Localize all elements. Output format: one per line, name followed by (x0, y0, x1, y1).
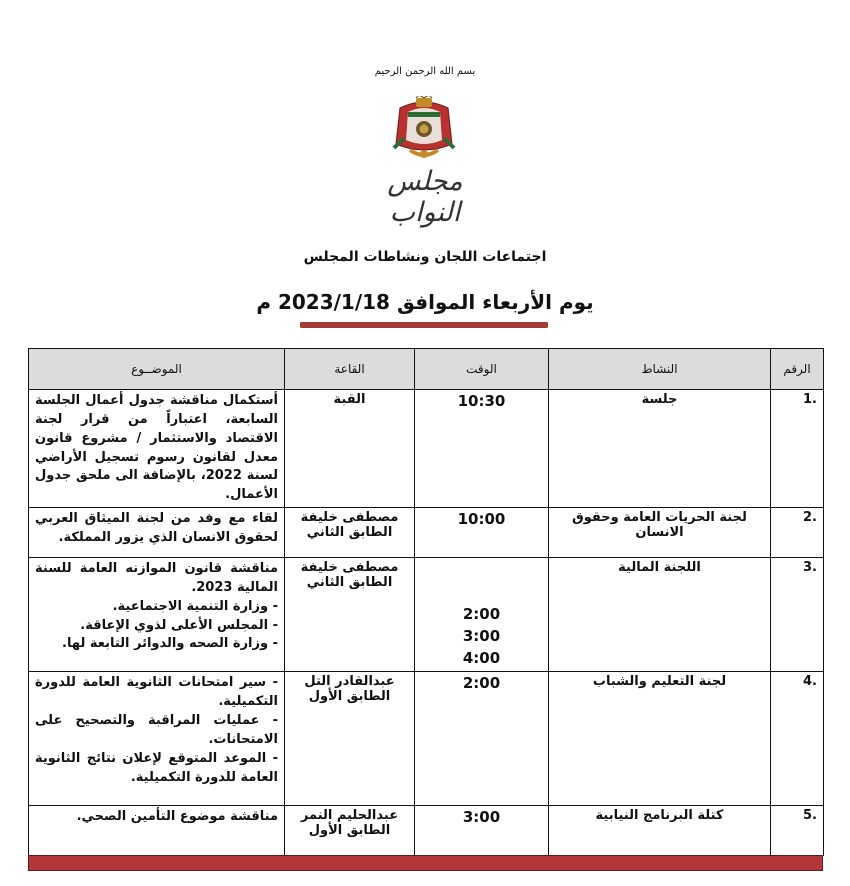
table-header-row (29, 349, 824, 390)
table-row (29, 390, 824, 508)
row-time: 10:30 (415, 390, 549, 508)
hall-name: القبة (333, 392, 366, 407)
row-number: .4 (771, 672, 824, 806)
date-line: يوم الأربعاء الموافق 2023/1/18 م (256, 290, 594, 314)
hall-name: مصطفى خليفة (300, 560, 399, 576)
column-header-activity: النشاط (549, 349, 771, 390)
time-slot: 2:00 (462, 605, 501, 624)
hall-name: عبدالحليم النمر (300, 808, 399, 824)
column-header-number: الرقم (771, 349, 824, 390)
topic-line: لقاء مع وفد من لجنة الميثاق العربي لحقوق الانسان الذي يزور المملكة. (35, 511, 278, 545)
row-activity: لجنة الحريات العامة وحقوق الانسان (549, 508, 771, 558)
row-topic (29, 390, 285, 508)
row-activity: اللجنة المالية (549, 558, 771, 672)
column-header-topic: الموضــوع (29, 349, 285, 390)
topic-line: أستكمال مناقشة جدول أعمال الجلسة السابعة، اعتباراً من قرار لجنة الاقتصاد والاستثمار / مشروع قانون معدل لقانون رسوم تسجيل الأراضي لسنة 2022، بالإضافة الى ملحق جدول الأعمال. (35, 393, 278, 503)
hall-floor: الطابق الأول (308, 823, 391, 839)
topic-line: - سير امتحانات الثانوية العامة للدورة التكميلية. (35, 675, 278, 710)
topic-line: مناقشة موضوع التأمين الصحي. (76, 809, 278, 825)
topic-line: - وزارة الصحه والدوائر التابعة لها. (62, 636, 278, 652)
row-topic (29, 672, 285, 806)
row-hall (285, 390, 415, 508)
table-row (29, 672, 824, 806)
jordan-coat-of-arms-icon (386, 96, 462, 164)
row-time: 3:00 (415, 806, 549, 856)
title-underline (300, 322, 548, 328)
column-header-time: الوقت (415, 349, 549, 390)
table-row (29, 558, 824, 672)
hall-floor: الطابق الأول (308, 689, 391, 705)
row-hall (285, 806, 415, 856)
row-number: .5 (771, 806, 824, 856)
topic-line: - وزارة التنمية الاجتماعية. (112, 598, 278, 614)
column-header-hall: القاعة (285, 349, 415, 390)
row-activity: كتلة البرنامج النيابية (549, 806, 771, 856)
row-topic (29, 806, 285, 856)
topic-line: - المجلس الأعلى لذوي الإعاقة. (80, 617, 278, 633)
row-topic (29, 558, 285, 672)
row-activity: جلسة (549, 390, 771, 508)
hall-floor: الطابق الثاني (306, 525, 393, 541)
row-hall (285, 558, 415, 672)
agenda-table (28, 348, 824, 856)
row-hall (285, 672, 415, 806)
table-row (29, 508, 824, 558)
basmala: بسم الله الرحمن الرحيم (374, 66, 476, 77)
page-title: اجتماعات اللجان ونشاطات المجلس (303, 249, 547, 265)
time-slot: 4:00 (462, 648, 501, 667)
topic-line: - الموعد المتوقع لإعلان نتائج الثانوية العامة للدورة التكميلية. (35, 750, 278, 785)
row-topic (29, 508, 285, 558)
hall-name: مصطفى خليفة (300, 510, 399, 526)
row-activity: لجنة التعليم والشباب (549, 672, 771, 806)
row-time: 2:00 (415, 672, 549, 806)
hall-name: عبدالقادر التل (304, 674, 395, 690)
topic-line: - عمليات المراقبة والتصحيح على الامتحانات. (35, 713, 278, 747)
row-number: .2 (771, 508, 824, 558)
topic-line: مناقشة قانون الموازنه العامة للسنة المالية 2023. (35, 561, 278, 595)
row-time (415, 558, 549, 672)
logo-text: مجلس النواب (387, 166, 463, 228)
row-number: .3 (771, 558, 824, 672)
footer-bar (28, 855, 823, 871)
table-row (29, 806, 824, 856)
row-time: 10:00 (415, 508, 549, 558)
row-hall (285, 508, 415, 558)
time-slot: 3:00 (462, 626, 501, 645)
row-number: .1 (771, 390, 824, 508)
hall-floor: الطابق الثاني (306, 575, 393, 591)
